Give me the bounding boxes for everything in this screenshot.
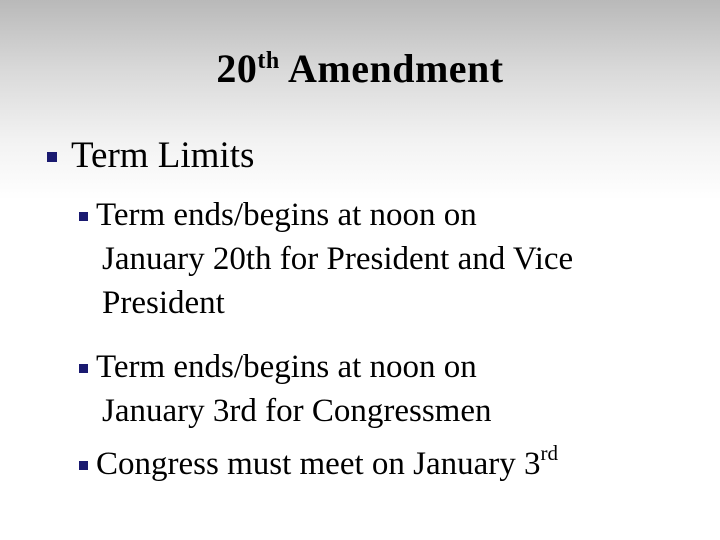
square-bullet-icon (79, 461, 88, 470)
bullet-term-limits (47, 134, 254, 178)
sub-bullet-congress-term (79, 345, 492, 433)
sub-bullet-line: President (102, 285, 225, 321)
sub-bullet-line: Congress must meet on January 3 (96, 446, 541, 482)
bullet-text: Term Limits (71, 135, 255, 176)
sub-bullet-president-term (79, 193, 573, 325)
sub-bullet-line: January 20th for President and Vice (102, 241, 574, 277)
sub-bullet-line: January 3rd for Congressmen (102, 393, 492, 429)
square-bullet-icon (79, 212, 88, 221)
sub-bullet-congress-meeting (79, 442, 558, 486)
sub-bullet-line: Term ends/begins at noon on (96, 197, 477, 233)
square-bullet-icon (79, 364, 88, 373)
square-bullet-icon (47, 152, 57, 162)
sub-bullet-line: Term ends/begins at noon on (96, 349, 477, 385)
title-ordinal-suffix: th (257, 48, 280, 74)
ordinal-suffix: rd (540, 441, 559, 465)
title-number: 20 (216, 46, 258, 91)
title-text: Amendment (279, 46, 504, 91)
slide-title (0, 45, 720, 92)
